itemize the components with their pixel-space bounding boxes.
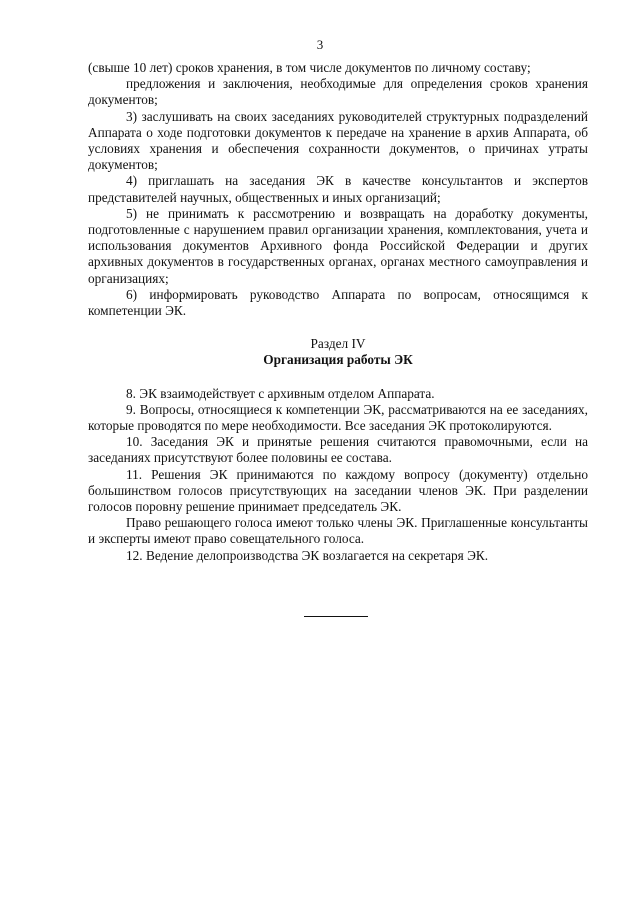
page-number: 3 — [316, 37, 324, 52]
paragraph-item-6: 6) информировать руководство Аппарата по вопросам, относящимся к компетенции ЭК. — [88, 286, 588, 319]
document-body — [88, 60, 588, 564]
paragraph-voting-rights: Право решающего голоса имеют только члены ЭК. Приглашенные консультанты и эксперты имеют право совещательного голоса. — [88, 515, 588, 547]
paragraph-item-8: 8. ЭК взаимодействует с архивным отделом Аппарата. — [126, 385, 435, 401]
paragraph-item-3: 3) заслушивать на своих заседаниях руководителей структурных подразделений Аппарата о ходе подготовки документов к передаче на хранение в архив Аппарата, об условиях хранения и обеспечения сохранности документов, о причинах утраты документов; — [88, 108, 588, 173]
paragraph: предложения и заключения, необходимые для определения сроков хранения документов; — [88, 76, 588, 108]
paragraph-item-12: 12. Ведение делопроизводства ЭК возлагается на секретаря ЭК. — [126, 547, 489, 563]
section-title: Организация работы ЭК — [263, 352, 413, 368]
section-heading — [88, 336, 588, 368]
paragraph-item-4: 4) приглашать на заседания ЭК в качестве консультантов и экспертов представителей научных, общественных и иных организаций; — [88, 173, 588, 205]
paragraph-item-10: 10. Заседания ЭК и принятые решения считаются правомочными, если на заседаниях присутствуют более половины ее состава. — [88, 434, 588, 466]
section-label: Раздел IV — [310, 336, 366, 352]
end-divider — [304, 616, 368, 617]
paragraph-item-9: 9. Вопросы, относящиеся к компетенции ЭК, рассматриваются на ее заседаниях, которые проводятся по мере необходимости. Все заседания ЭК протоколируются. — [88, 401, 588, 434]
paragraph-item-5: 5) не принимать к рассмотрению и возвращать на доработку документы, подготовленные с нарушением правил организации хранения, комплектования, учета и использования документов Архивного фонда Российской Федерации и других архивных документов в государственных органах, органах местного самоуправления и организациях; — [88, 205, 588, 286]
paragraph-item-11: 11. Решения ЭК принимаются по каждому вопросу (документу) отдельно большинством голосов присутствующих на заседании членов ЭК. При разделении голосов поровну решение принимает председатель ЭК. — [88, 466, 588, 515]
paragraph-continuation: (свыше 10 лет) сроков хранения, в том числе документов по личному составу; — [88, 60, 531, 75]
